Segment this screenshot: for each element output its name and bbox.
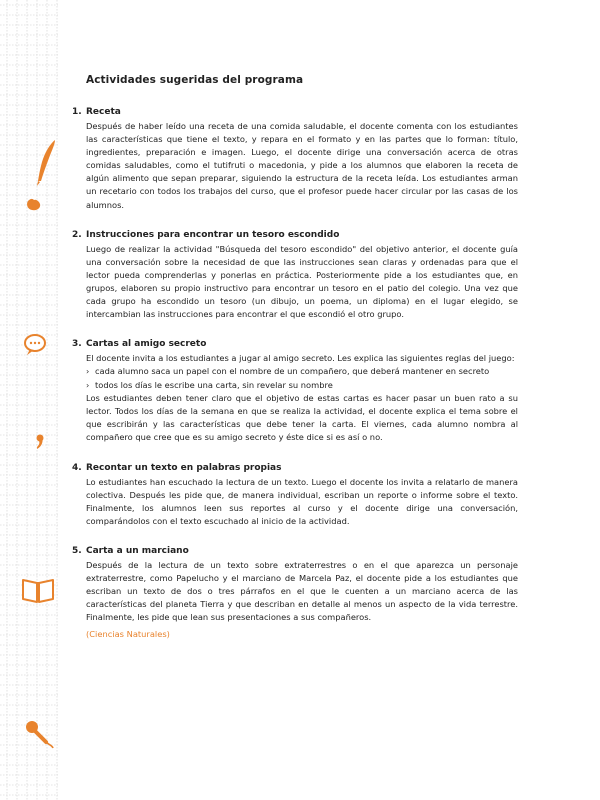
activity-section-5 xyxy=(72,545,518,641)
list-item-text: cada alumno saca un papel con el nombre de un compañero, que deberá mantener en secreto xyxy=(95,366,490,377)
list-item xyxy=(86,365,518,378)
section-paragraph: Lo estudiantes han escuchado la lectura de un texto. Luego el docente los invita a relatarlo de manera colectiva. Después les pide que, de manera individual, escriban un reporte o informe sobre el texto. Finalmente, los alumnos leen sus reportes al curso y el docente dirige una conversación, comparándolos con el texto escuchado al inicio de la actividad. xyxy=(86,476,518,526)
section-paragraph: Luego de realizar la actividad "Búsqueda del tesoro escondido" del objetivo anterior, el docente guía una conversación sobre la necesidad de que las instrucciones sean claras y ordenadas para que el lector pueda comprenderlas y ponerlas en práctica. Posteriormente pide a los estudiantes que, en grupos, elaboren su propio instructivo para encontrar un tesoro en el patio del colegio. Una vez que cada grupo ha escondido un tesoro (un dibujo, un poema, un diploma) en el lugar elegido, se intercambian las instrucciones para encontrar el que escondió el otro grupo. xyxy=(86,243,518,320)
activity-section-3 xyxy=(72,338,518,444)
section-number: 4. xyxy=(72,462,82,473)
subject-tag: (Ciencias Naturales) xyxy=(86,629,170,640)
bullet-marker: › xyxy=(86,366,90,377)
section-number: 1. xyxy=(72,107,82,117)
comma-icon xyxy=(34,433,46,451)
ink-drop-icon xyxy=(24,195,44,213)
section-number: 3. xyxy=(72,339,82,350)
section-title: Instrucciones para encontrar un tesoro escondido xyxy=(86,229,340,240)
speech-bubble-icon xyxy=(22,333,48,357)
open-book-icon xyxy=(20,575,56,605)
section-number: 5. xyxy=(72,545,82,556)
document-content xyxy=(72,74,518,658)
section-title: Carta a un marciano xyxy=(86,545,189,556)
section-paragraph: Después de la lectura de un texto sobre extraterrestres o en el que aparezca un personaje extraterrestre, como Papelucho y el marciano de Marcela Paz, el docente pide a los estudiantes que escriban un texto de dos o tres párrafos en el que le cuenten a un marciano acerca de las características del planeta Tierra y que describan en detalle al menos un aspecto de la vida terrestre. Finalmente, les pide que lean sus presentaciones a sus compañeros. xyxy=(86,559,518,623)
section-title: Cartas al amigo secreto xyxy=(86,339,207,350)
list-item xyxy=(86,379,518,392)
bullet-marker: › xyxy=(86,379,90,390)
activity-section-2 xyxy=(72,229,518,322)
section-paragraph: Después de haber leído una receta de una comida saludable, el docente comenta con los estudiantes las características que tiene el texto, y repara en el formato y en las partes que lo forman: título, ingredientes, preparación e imagen. Luego, el docente dirige una conversación acerca de otras comidas saludables, como el tutifruti o macedonia, y pide a los alumnos que elaboren la receta de algún alimento que sepan preparar, siguiendo la estructura de la receta leída. Los estudiantes arman un recetario con todos los trabajos del curso, que el profesor puede hacer circular por las casas de los alumnos. xyxy=(86,121,518,210)
margin-grid xyxy=(0,0,58,800)
pen-icon xyxy=(33,138,59,188)
page-title: Actividades sugeridas del programa xyxy=(86,74,304,86)
activity-section-4 xyxy=(72,462,518,528)
margin-decoration xyxy=(0,0,58,800)
section-title: Recontar un texto en palabras propias xyxy=(86,462,282,473)
activity-section-1 xyxy=(72,106,518,212)
microphone-icon xyxy=(22,718,56,752)
list-item-text: todos los días le escribe una carta, sin revelar su nombre xyxy=(95,379,333,390)
section-paragraph: Los estudiantes deben tener claro que el objetivo de estas cartas es hacer pasar un buen rato a su lector. Todos los días de la semana en que se realiza la actividad, el docente explica el tema sobre el que escribirán y las características que debe tener la carta. El viernes, cada alumno nombra al compañero que cree que es su amigo secreto y éste dice si es así o no. xyxy=(86,393,518,443)
section-intro: El docente invita a los estudiantes a jugar al amigo secreto. Les explica las siguientes reglas del juego: xyxy=(86,353,515,364)
section-number: 2. xyxy=(72,229,82,240)
section-title: Receta xyxy=(86,107,121,117)
